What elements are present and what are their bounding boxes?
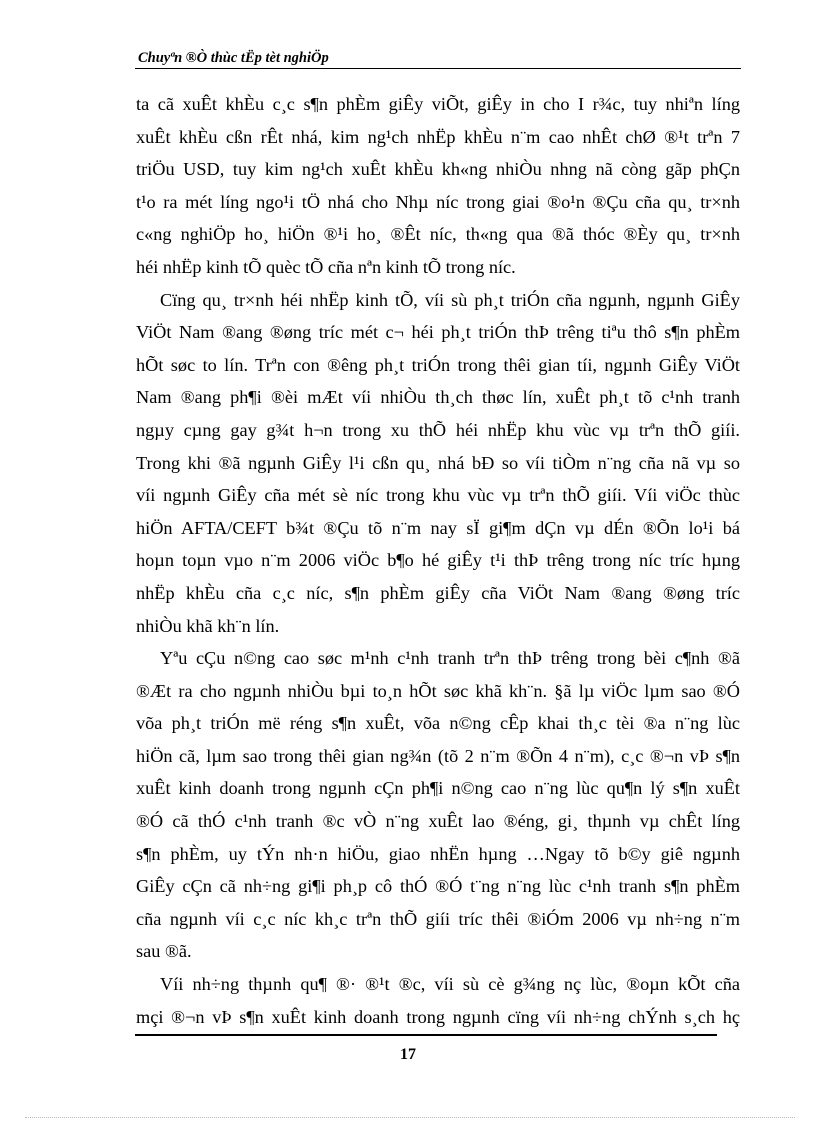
text-line: hiÖn cã, lµm sao trong thêi gian ng¾n (tõ 2 n¨m ®Õn 4 n¨m), c¸c ®¬n vÞ s¶n [136,745,740,766]
text-line: Yªu cÇu n©ng cao søc m¹nh c¹nh tranh trªn thÞ trêng trong bèi c¶nh ®ã [160,648,740,669]
text-line: cña ngµnh víi c¸c níc kh¸c trªn thÕ giíi tríc thêi ®iÓm 2006 vµ nh÷ng n¨m [136,908,740,929]
text-line: xuÊt khÈu cßn rÊt nhá, kim ng¹ch nhËp khÈu n¨m cao nhÊt chØ ®¹t trªn 7 [136,126,740,147]
text-line: GiÊy cÇn cã nh÷ng gi¶i ph¸p cô thÓ ®Ó t¨ng n¨ng lùc c¹nh tranh s¶n phÈm [136,876,740,897]
text-line: Trong khi ®ã ngµnh GiÊy l¹i cßn qu¸ nhá bÐ so víi tiÒm n¨ng cña nã vµ so [136,452,740,473]
page-edge-guide [25,1117,795,1118]
text-line: víi ngµnh GiÊy cña mét sè níc trong khu vùc vµ trªn thÕ giíi. Víi viÖc thùc [136,485,740,506]
text-line: hiÖn AFTA/CEFT b¾t ®Çu tõ n¨m nay sÏ gi¶m dÇn vµ dÉn ®Õn lo¹i bá [136,517,740,538]
text-line: ngµy cµng gay g¾t h¬n trong xu thÕ héi nhËp khu vùc vµ trªn thÕ giíi. [136,419,740,440]
text-line: c«ng nghiÖp ho¸ hiÖn ®¹i ho¸ ®Êt níc, th«ng qua ®ã thóc ®Èy qu¸ tr×nh [136,224,740,245]
footer-divider [135,1034,717,1036]
text-line: xuÊt kinh doanh trong ngµnh cÇn ph¶i n©ng cao n¨ng lùc qu¶n lý s¶n xuÊt [136,778,740,799]
page-number: 17 [400,1046,416,1063]
text-line: ®Ó cã thÓ c¹nh tranh ®c vÒ n¨ng xuÊt lao ®éng, gi¸ thµnh vµ chÊt líng [136,811,740,832]
header-divider [135,68,741,69]
text-line: triÖu USD, tuy kim ng¹ch xuÊt khÈu kh«ng nhiÒu nhng nã còng gãp phÇn [136,159,740,180]
text-line: mçi ®¬n vÞ s¶n xuÊt kinh doanh trong ngµnh cïng víi nh÷ng chÝnh s¸ch hç [136,1006,740,1027]
text-line: ®Æt ra cho ngµnh nhiÒu bµi to¸n hÕt søc khã kh¨n. §ã lµ viÖc lµm sao ®Ó [136,680,740,701]
text-line: sau ®ã. [136,941,192,962]
text-line: Víi nh÷ng thµnh qu¶ ®· ®¹t ®c, víi sù cè g¾ng nç lùc, ®oµn kÕt cña [160,974,740,995]
text-line: ViÖt Nam ®ang ®øng tríc mét c¬ héi ph¸t triÓn thÞ trêng tiªu thô s¶n phÈm [136,322,740,343]
text-line: Cïng qu¸ tr×nh héi nhËp kinh tÕ, víi sù ph¸t triÓn cña ngµnh, ngµnh GiÊy [160,289,740,310]
text-line: Nam ®ang ph¶i ®èi mÆt víi nhiÒu th¸ch thøc lín, xuÊt ph¸t tõ c¹nh tranh [136,387,740,408]
text-line: nhiÒu khã kh¨n lín. [136,615,280,636]
text-line: hoµn toµn vµo n¨m 2006 viÖc b¶o hé giÊy t¹i thÞ trêng trong níc tríc hµng [136,550,740,571]
text-line: t¹o ra mét líng ngo¹i tÖ nhá cho Nhµ níc trong giai ®o¹n ®Çu cña qu¸ tr×nh [136,191,740,212]
text-line: võa ph¸t triÓn më réng s¶n xuÊt, võa n©ng cÊp khai th¸c tèi ®a n¨ng lùc [136,713,740,734]
text-line: nhËp khÈu cña c¸c níc, s¶n phÈm giÊy cña ViÖt Nam ®ang ®øng tríc [136,582,740,603]
running-header: Chuyªn ®Ò thùc tËp tèt nghiÖp [138,50,329,66]
text-line: hÕt søc to lín. Trªn con ®êng ph¸t triÓn trong thêi gian tíi, ngµnh GiÊy ViÖt [136,354,740,375]
text-line: s¶n phÈm, uy tÝn nh·n hiÖu, giao nhËn hµng …Ngay tõ b©y giê ngµnh [136,843,740,864]
body-text [136,88,740,1033]
text-line: ta cã xuÊt khÈu c¸c s¶n phÈm giÊy viÕt, giÊy in cho I r¾c, tuy nhiªn líng [136,94,740,114]
text-line: héi nhËp kinh tÕ quèc tÕ cña nªn kinh tÕ trong níc. [136,256,516,277]
